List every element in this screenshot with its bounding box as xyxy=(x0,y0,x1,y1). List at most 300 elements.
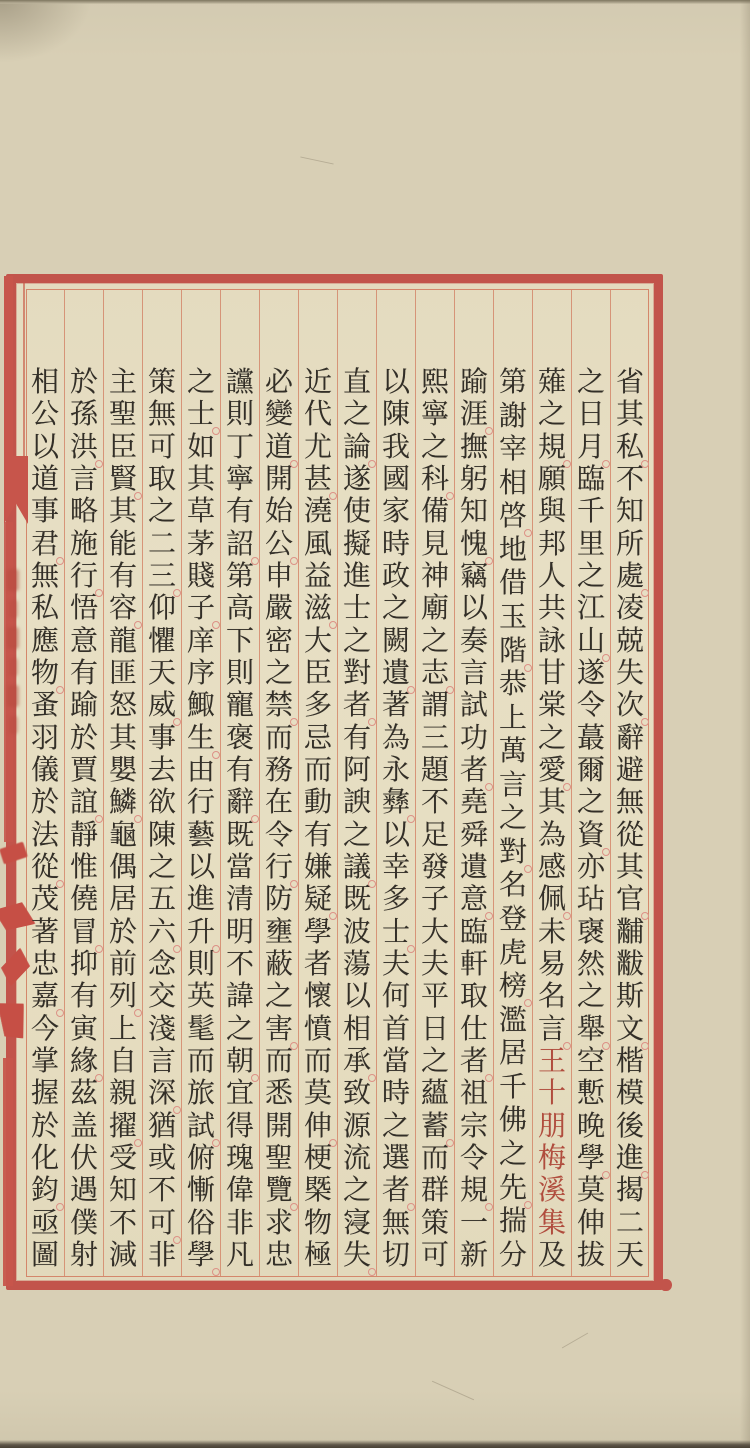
char: 以 xyxy=(30,431,59,463)
char: 登 xyxy=(498,904,527,935)
char: 之 xyxy=(498,1138,527,1170)
char: 鯫 xyxy=(186,690,215,722)
char: 親 xyxy=(108,1078,137,1110)
char: 揣 xyxy=(498,1206,527,1238)
text-column xyxy=(493,289,532,1277)
char: 減 xyxy=(108,1239,137,1271)
char: 舜 xyxy=(459,819,488,851)
char: 啓 xyxy=(494,501,532,532)
char: 可 xyxy=(420,1239,449,1271)
char: 懷 xyxy=(303,981,332,1013)
char: 波 xyxy=(342,916,371,948)
char: 尤 xyxy=(303,431,332,463)
char: 以 xyxy=(381,367,410,398)
char: 試 xyxy=(182,1111,220,1142)
char: 於 xyxy=(108,916,137,948)
char: 可 xyxy=(147,431,176,463)
char: 愛 xyxy=(533,755,571,786)
char: 令 xyxy=(264,819,293,851)
char: 髦 xyxy=(186,1013,215,1045)
char: 物 xyxy=(303,1207,332,1239)
char: 無 xyxy=(381,1207,410,1239)
char: 選 xyxy=(381,1142,410,1174)
char: 風 xyxy=(303,528,332,560)
char: 揭 xyxy=(615,1175,644,1207)
char: 無 xyxy=(147,399,176,431)
char: 足 xyxy=(420,819,449,851)
char: 草 xyxy=(186,496,215,528)
text-column xyxy=(571,289,610,1277)
char: 其 xyxy=(108,496,137,528)
char: 臣 xyxy=(303,657,332,689)
char: 公 xyxy=(260,529,298,560)
spine-red-band xyxy=(3,1058,13,1286)
char: 第 xyxy=(225,560,254,592)
char: 動 xyxy=(303,787,332,819)
char: 朝 xyxy=(221,1046,259,1077)
char: 言 xyxy=(533,1014,571,1045)
char: 之 xyxy=(537,399,566,431)
char: 之 xyxy=(342,399,371,431)
char: 大 xyxy=(420,916,449,948)
char: 承 xyxy=(338,1046,376,1077)
char: 申 xyxy=(264,560,293,592)
char: 阿 xyxy=(342,754,371,786)
char: 擢 xyxy=(104,1111,142,1142)
char: 疑 xyxy=(299,884,337,915)
char: 諱 xyxy=(225,981,254,1013)
char: 子 xyxy=(420,884,449,916)
char: 從 xyxy=(26,852,64,883)
char: 直 xyxy=(342,367,371,398)
char: 發 xyxy=(420,851,449,883)
char: 之 xyxy=(576,367,605,398)
char: 靜 xyxy=(69,819,98,851)
char: 淺 xyxy=(147,1013,176,1045)
char: 亦 xyxy=(576,851,605,883)
char: 法 xyxy=(30,819,59,851)
char: 蕞 xyxy=(576,722,605,754)
char: 竊 xyxy=(459,560,488,592)
char: 之 xyxy=(186,367,215,398)
char: 丁 xyxy=(225,431,254,463)
char: 鱗 xyxy=(104,787,142,818)
char: 以 xyxy=(342,981,371,1013)
char: 求 xyxy=(264,1207,293,1239)
char: 士 xyxy=(377,917,415,948)
char: 行 xyxy=(186,787,215,819)
char: 取 xyxy=(147,463,176,495)
char: 寧 xyxy=(225,463,254,495)
char: 當 xyxy=(381,1045,410,1077)
char: 英 xyxy=(186,981,215,1013)
text-column xyxy=(454,289,493,1277)
char: 知 xyxy=(459,496,488,528)
char: 寵 xyxy=(225,690,254,722)
char: 處 xyxy=(611,561,649,592)
char: 害 xyxy=(260,1014,298,1045)
char: 有 xyxy=(303,819,332,851)
char: 賤 xyxy=(186,560,215,592)
char: 禁 xyxy=(260,690,298,721)
char-red: 十 xyxy=(537,1078,566,1110)
char: 省 xyxy=(615,367,644,398)
char: 清 xyxy=(225,884,254,916)
char: 不 xyxy=(420,787,449,819)
char: 不 xyxy=(108,1207,137,1239)
char: 棠 xyxy=(537,690,566,722)
char: 對 xyxy=(494,837,532,868)
text-column-content xyxy=(455,367,493,1271)
text-column-content xyxy=(338,367,376,1271)
char: 陳 xyxy=(381,399,410,431)
char: 模 xyxy=(615,1078,644,1110)
char: 龜 xyxy=(108,819,137,851)
char: 甘 xyxy=(537,657,566,689)
char: 亟 xyxy=(30,1207,59,1239)
char: 受 xyxy=(108,1142,137,1174)
char: 私 xyxy=(611,432,649,463)
char: 冒 xyxy=(65,917,103,948)
char: 舉 xyxy=(572,1014,610,1045)
char: 蓄 xyxy=(416,1111,454,1142)
char: 志 xyxy=(416,658,454,689)
char: 共 xyxy=(537,593,566,625)
char: 邦 xyxy=(537,528,566,560)
char: 俗 xyxy=(186,1207,215,1239)
char: 抑 xyxy=(69,948,98,980)
char: 有 xyxy=(225,754,254,786)
char: 然 xyxy=(576,948,605,980)
char: 言 xyxy=(498,769,527,801)
char: 言 xyxy=(459,657,488,689)
char: 著 xyxy=(30,916,59,948)
char: 進 xyxy=(611,1143,649,1174)
char: 無 xyxy=(30,560,59,592)
char: 則 xyxy=(186,948,215,980)
char: 濫 xyxy=(498,1004,527,1036)
char: 能 xyxy=(108,528,137,560)
char: 以 xyxy=(186,851,215,883)
char: 學 xyxy=(303,916,332,948)
char: 襃 xyxy=(576,916,605,948)
char: 之 xyxy=(264,657,293,689)
char: 爾 xyxy=(576,754,605,786)
paper-fiber xyxy=(300,156,333,164)
char: 躬 xyxy=(459,463,488,495)
char: 為 xyxy=(537,819,566,851)
char: 致 xyxy=(342,1078,371,1110)
char: 其 xyxy=(108,722,137,754)
char: 平 xyxy=(420,981,449,1013)
text-column-content xyxy=(611,367,649,1271)
char: 者 xyxy=(338,690,376,721)
char: 遇 xyxy=(69,1175,98,1207)
char: 二 xyxy=(615,1207,644,1239)
char: 寅 xyxy=(69,1013,98,1045)
char: 官 xyxy=(611,884,649,915)
char: 序 xyxy=(186,657,215,689)
char: 之 xyxy=(381,593,410,625)
char: 瑰 xyxy=(225,1142,254,1174)
reading-mark xyxy=(212,1268,220,1276)
char: 月 xyxy=(572,432,610,463)
char: 名 xyxy=(498,870,527,902)
char: 念 xyxy=(147,948,176,980)
char: 而 xyxy=(303,1045,332,1077)
char: 慚 xyxy=(186,1175,215,1207)
char: 意 xyxy=(69,625,98,657)
char: 撫 xyxy=(459,431,488,463)
char: 誼 xyxy=(65,787,103,818)
char: 進 xyxy=(186,884,215,916)
char: 覽 xyxy=(260,1175,298,1206)
char: 次 xyxy=(611,690,649,721)
char: 茲 xyxy=(69,1078,98,1110)
char: 俯 xyxy=(186,1142,215,1174)
char: 山 xyxy=(572,626,610,657)
text-column xyxy=(181,289,220,1277)
char: 寧 xyxy=(420,399,449,431)
char: 二 xyxy=(147,528,176,560)
text-column xyxy=(142,289,181,1277)
char: 日 xyxy=(420,1013,449,1045)
char: 容 xyxy=(104,593,142,624)
char: 五 xyxy=(147,884,176,916)
char: 拔 xyxy=(576,1239,605,1271)
char: 嬰 xyxy=(108,754,137,786)
char: 家 xyxy=(381,496,410,528)
char: 必 xyxy=(264,367,293,398)
char: 相 xyxy=(30,367,59,398)
char: 多 xyxy=(381,884,410,916)
char: 人 xyxy=(537,560,566,592)
char: 前 xyxy=(108,948,137,980)
char: 士 xyxy=(342,593,371,625)
char: 黼 xyxy=(615,916,644,948)
char: 有 xyxy=(225,496,254,528)
char: 其 xyxy=(537,787,566,819)
char: 密 xyxy=(264,625,293,657)
char: 務 xyxy=(264,754,293,786)
char: 威 xyxy=(143,690,181,721)
char: 極 xyxy=(303,1239,332,1271)
text-column xyxy=(415,289,454,1277)
char: 有 xyxy=(342,722,371,754)
spine-red-band xyxy=(4,276,13,458)
char: 晚 xyxy=(576,1110,605,1142)
char: 主 xyxy=(108,367,137,398)
char: 一 xyxy=(459,1207,488,1239)
char: 新 xyxy=(459,1239,488,1271)
char: 而 xyxy=(264,1045,293,1077)
char: 洪 xyxy=(65,432,103,463)
text-column xyxy=(64,289,103,1277)
char: 備 xyxy=(420,496,449,528)
char: 謝 xyxy=(498,400,527,432)
char: 羽 xyxy=(30,722,59,754)
char: 道 xyxy=(30,463,59,495)
char: 梗 xyxy=(303,1142,332,1174)
char: 佛 xyxy=(498,1105,527,1137)
text-column-content xyxy=(416,367,454,1271)
char: 者 xyxy=(377,1175,415,1206)
char: 使 xyxy=(342,496,371,528)
char: 則 xyxy=(225,657,254,689)
char: 於 xyxy=(69,367,98,398)
char: 第 xyxy=(498,367,527,398)
spine-blurred-title-marks xyxy=(5,560,21,850)
char-red: 朋 xyxy=(537,1110,566,1142)
char: 陳 xyxy=(147,819,176,851)
char: 仕 xyxy=(459,1013,488,1045)
char: 如 xyxy=(186,431,215,463)
char: 嘉 xyxy=(26,981,64,1012)
char: 三 xyxy=(420,722,449,754)
char: 六 xyxy=(143,917,181,948)
char: 開 xyxy=(264,463,293,495)
char: 臨 xyxy=(576,463,605,495)
char: 儀 xyxy=(30,754,59,786)
char-red: 梅 xyxy=(537,1142,566,1174)
char-red: 王 xyxy=(537,1045,566,1077)
char: 龍 xyxy=(108,625,137,657)
text-column xyxy=(220,289,259,1277)
char: 今 xyxy=(30,1013,59,1045)
char: 之 xyxy=(225,1013,254,1045)
char: 居 xyxy=(108,884,137,916)
char: 而 xyxy=(264,722,293,754)
text-column-content xyxy=(26,367,64,1271)
text-column xyxy=(337,289,376,1277)
char: 射 xyxy=(69,1239,98,1271)
char: 凡 xyxy=(225,1239,254,1271)
char: 三 xyxy=(143,561,181,592)
char: 政 xyxy=(381,560,410,592)
char: 之 xyxy=(342,819,371,851)
text-column-content xyxy=(104,367,142,1271)
char: 列 xyxy=(104,981,142,1012)
char: 踰 xyxy=(459,367,488,398)
char: 澆 xyxy=(303,496,332,528)
char: 議 xyxy=(338,852,376,883)
char: 我 xyxy=(381,431,410,463)
char: 諛 xyxy=(342,787,371,819)
char: 握 xyxy=(30,1078,59,1110)
char: 旅 xyxy=(186,1078,215,1110)
char: 者 xyxy=(455,755,493,786)
char: 交 xyxy=(147,981,176,1013)
char: 蔽 xyxy=(264,948,293,980)
char: 彝 xyxy=(377,787,415,818)
char: 以 xyxy=(381,819,410,851)
char: 臨 xyxy=(459,916,488,948)
char: 涯 xyxy=(455,399,493,430)
char: 天 xyxy=(615,1239,644,1271)
char: 階 xyxy=(494,636,532,667)
char: 既 xyxy=(225,819,254,851)
char: 宜 xyxy=(225,1078,254,1110)
char: 而 xyxy=(186,1045,215,1077)
char: 賈 xyxy=(69,754,98,786)
char: 應 xyxy=(30,625,59,657)
char: 無 xyxy=(615,787,644,819)
char: 永 xyxy=(381,754,410,786)
char: 藝 xyxy=(186,819,215,851)
char: 僕 xyxy=(69,1207,98,1239)
char: 既 xyxy=(342,884,371,916)
char: 子 xyxy=(182,593,220,624)
char: 謂 xyxy=(420,690,449,722)
char: 可 xyxy=(143,1208,181,1239)
char: 千 xyxy=(576,496,605,528)
char: 見 xyxy=(420,528,449,560)
char: 壅 xyxy=(264,916,293,948)
char: 擬 xyxy=(342,528,371,560)
char: 臣 xyxy=(108,431,137,463)
char: 科 xyxy=(416,464,454,495)
char: 非 xyxy=(147,1239,176,1271)
text-column xyxy=(532,289,571,1277)
char: 蕩 xyxy=(342,948,371,980)
char: 言 xyxy=(69,463,98,495)
char: 里 xyxy=(576,528,605,560)
page-top-edge xyxy=(0,0,750,4)
char: 忠 xyxy=(30,948,59,980)
char: 遺 xyxy=(459,851,488,883)
char: 對 xyxy=(342,657,371,689)
text-column xyxy=(103,289,142,1277)
char: 詠 xyxy=(537,625,566,657)
text-column xyxy=(298,289,337,1277)
char: 規 xyxy=(455,1175,493,1206)
char: 堯 xyxy=(459,787,488,819)
char: 行 xyxy=(260,852,298,883)
char: 祖 xyxy=(459,1078,488,1110)
char: 猶 xyxy=(147,1110,176,1142)
char: 流 xyxy=(342,1142,371,1174)
spine-thin-rule xyxy=(23,283,25,459)
char: 為 xyxy=(381,722,410,754)
char: 廟 xyxy=(420,593,449,625)
char: 則 xyxy=(225,399,254,431)
char: 蘊 xyxy=(420,1078,449,1110)
char: 匪 xyxy=(108,657,137,689)
char: 防 xyxy=(264,884,293,916)
char: 之 xyxy=(147,496,176,528)
char: 益 xyxy=(303,560,332,592)
char: 知 xyxy=(615,496,644,528)
char: 切 xyxy=(381,1239,410,1271)
char: 茅 xyxy=(186,528,215,560)
char: 槩 xyxy=(303,1175,332,1207)
char: 之 xyxy=(498,803,527,835)
char: 以 xyxy=(459,593,488,625)
char: 欲 xyxy=(147,787,176,819)
char: 策 xyxy=(420,1207,449,1239)
text-column xyxy=(376,289,415,1277)
char: 者 xyxy=(303,948,332,980)
char: 江 xyxy=(576,593,605,625)
char: 何 xyxy=(381,981,410,1013)
char: 之 xyxy=(342,1175,371,1207)
char: 悉 xyxy=(264,1078,293,1110)
char: 忠 xyxy=(264,1239,293,1271)
char: 之 xyxy=(537,722,566,754)
char: 玷 xyxy=(576,884,605,916)
char: 分 xyxy=(498,1239,527,1271)
char: 君 xyxy=(26,529,64,560)
